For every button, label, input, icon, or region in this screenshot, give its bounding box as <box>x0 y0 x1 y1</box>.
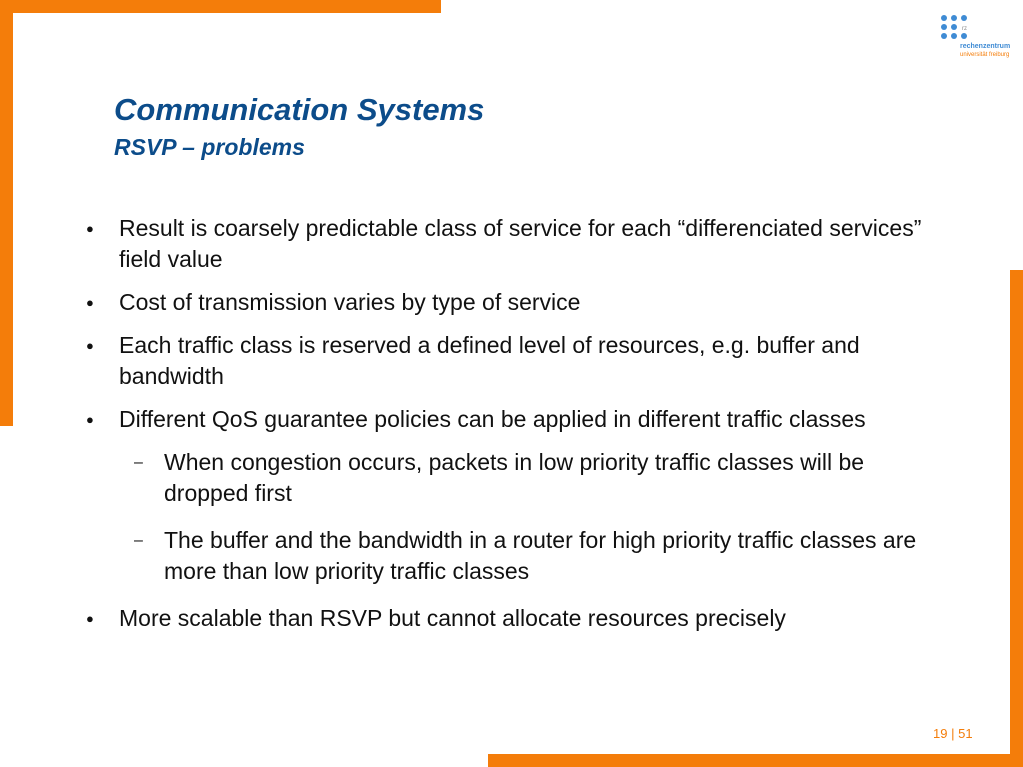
bullet-item <box>84 603 954 634</box>
logo-name: rechenzentrum <box>960 43 1011 50</box>
bullet-marker: ● <box>86 412 94 427</box>
orange-frame-bottom <box>488 754 1023 767</box>
orange-frame-top <box>0 0 441 13</box>
bullet-marker: ● <box>86 221 94 236</box>
logo-subtitle: universität freiburg <box>960 52 1010 58</box>
sub-bullet-marker: – <box>134 454 143 471</box>
orange-frame-left <box>0 0 13 426</box>
logo-abbr: rz <box>962 26 967 32</box>
bullet-text: More scalable than RSVP but cannot allocate resources precisely <box>119 605 786 631</box>
page-number <box>933 726 973 741</box>
bullet-marker: ● <box>86 611 94 626</box>
university-logo <box>940 14 1010 64</box>
page-current: 19 <box>933 726 948 741</box>
sub-bullet-item <box>84 525 954 587</box>
bullet-text: Different QoS guarantee policies can be applied in different traffic classes <box>119 406 866 432</box>
sub-bullet-text: The buffer and the bandwidth in a router for high priority traffic classes are more than low priority traffic classes <box>164 527 917 584</box>
page-total: 51 <box>958 726 973 741</box>
orange-frame-right <box>1010 270 1023 767</box>
bullet-item <box>84 213 954 275</box>
sub-bullet-text: When congestion occurs, packets in low priority traffic classes will be dropped first <box>164 449 865 506</box>
bullet-text: Each traffic class is reserved a defined level of resources, e.g. buffer and bandwidth <box>119 332 860 389</box>
page-separator: | <box>951 726 955 741</box>
bullet-list <box>84 213 954 646</box>
bullet-item <box>84 287 954 318</box>
bullet-text: Result is coarsely predictable class of service for each “differenciated services” field value <box>119 215 922 272</box>
slide-title: Communication Systems <box>114 92 485 127</box>
sub-bullet-item <box>84 447 954 509</box>
sub-bullet-marker: – <box>134 532 143 549</box>
bullet-item <box>84 404 954 435</box>
bullet-item <box>84 330 954 392</box>
bullet-marker: ● <box>86 295 94 310</box>
slide-subtitle: RSVP – problems <box>114 134 305 160</box>
bullet-text: Cost of transmission varies by type of service <box>119 289 581 315</box>
bullet-marker: ● <box>86 338 94 353</box>
